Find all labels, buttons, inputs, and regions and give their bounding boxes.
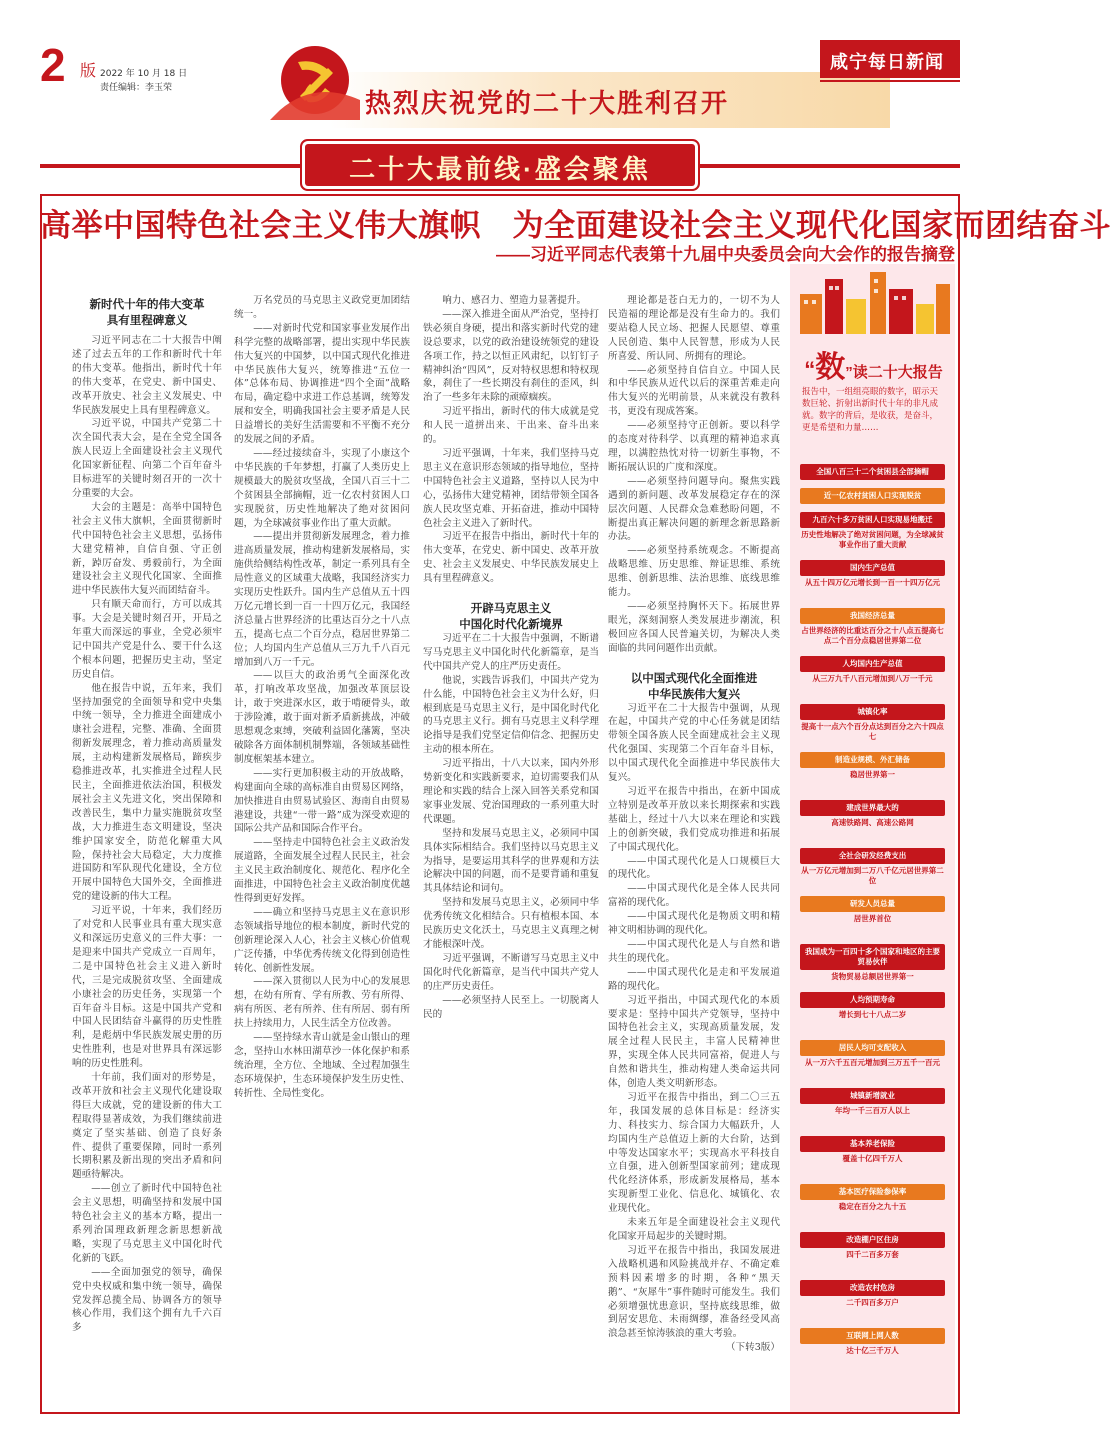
stat-label: 人均国内生产总值 <box>800 656 945 672</box>
paragraph: ——中国式现代化是全体人民共同富裕的现代化。 <box>608 883 780 909</box>
stat-value: 货物贸易总额居世界第一 <box>831 972 914 981</box>
stat-value: 居世界首位 <box>853 914 892 923</box>
sidebar-title-quote: “ <box>804 357 816 382</box>
sidebar-stat <box>800 944 945 984</box>
numbers-sidebar <box>790 264 955 1412</box>
stat-label: 改造农村危房 <box>800 1280 945 1296</box>
paragraph: 习近平说，十年来，我们经历了对党和人民事业具有重大现实意义和深远历史意义的三件大事：一是迎来中国共产党成立一百周年，二是中国特色社会主义进入新时代，三是完成脱贫攻坚、全面建成小康社会的历史任务，实现第一个百年奋斗目标。这是中国共产党和中国人民团结奋斗赢得的历史性胜利，是彪炳中华民族发展史册的历史性胜利，也是对世界具有深远影响的历史性胜利。 <box>72 905 222 1070</box>
stat-value: 从五十四万亿元增长到一百一十四万亿元 <box>805 578 940 587</box>
stat-value: 稳定在百分之九十五 <box>838 1202 907 1211</box>
article-column-3 <box>423 294 599 1404</box>
page-suffix: 版 <box>80 61 97 80</box>
sidebar-stat <box>800 1232 945 1262</box>
sidebar-title-shu: 数 <box>815 351 846 384</box>
sidebar-intro: 报告中，一组组亮眼的数字，昭示天数巨轮、折射出新时代十年的非凡成就。数字的背后，是收获，是奋斗，更是希望和力量…… <box>802 387 939 433</box>
stat-value: 年均一千三百万人以上 <box>835 1106 910 1115</box>
paragraph: 坚持和发展马克思主义，必须同中国具体实际相结合。我们坚持以马克思主义为指导，是要运用其科学的世界观和方法论解决中国的问题，而不是要背诵和重复其具体结论和词句。 <box>423 827 599 895</box>
stat-value: 稳居世界第一 <box>850 770 895 779</box>
sidebar-stat <box>800 656 945 686</box>
paragraph: ——中国式现代化是走和平发展道路的现代化。 <box>608 966 780 992</box>
paragraph: 习近平指出，新时代的伟大成就是党和人民一道拼出来、干出来、奋斗出来的。 <box>423 406 599 446</box>
stat-value: 从一万六千五百元增加到三万五千一百元 <box>805 1058 940 1067</box>
party-emblem-icon <box>270 40 360 120</box>
paragraph: 未来五年是全面建设社会主义现代化国家开局起步的关键时期。 <box>608 1217 780 1242</box>
page-number: 2 <box>40 39 66 91</box>
stat-label: 城镇化率 <box>800 704 945 720</box>
stat-value: 历史性地解决了绝对贫困问题，为全球减贫事业作出了重大贡献 <box>801 530 944 549</box>
paragraph: 习近平在报告中指出，到二〇三五年，我国发展的总体目标是：经济实力、科技实力、综合国力大幅跃升，人均国内生产总值迈上新的大台阶，达到中等发达国家水平；实现高水平科技自立自强，进入创新型国家前列；建成现代化经济体系，形成新发展格局，基本实现新型工业化、信息化、城镇化、农业现代化。 <box>608 1091 780 1215</box>
paragraph: 他在报告中说，五年来，我们坚持加强党的全面领导和党中央集中统一领导，全力推进全面建成小康社会进程，完整、准确、全面贯彻新发展理念，着力推动高质量发展，主动构建新发展格局，蹄疾步稳推进改革，扎实推进全过程人民民主，全面推进依法治国，积极发展社会主义先进文化，突出保障和改善民生，集中力量实施脱贫攻坚战，大力推进生态文明建设，坚决维护国家安全，防范化解重大风险，保持社会大局稳定，大力度推进国防和军队现代化建设，全方位开展中国特色大国外交，全面推进党的建设新的伟大工程。 <box>72 682 222 903</box>
sidebar-stat <box>800 1088 945 1118</box>
stat-label: 基本养老保险 <box>800 1136 945 1152</box>
paragraph: ——全面加强党的领导，确保党中央权威和集中统一领导，确保党发挥总揽全局、协调各方的领导核心作用，我们这个拥有九千六百多 <box>72 1266 222 1334</box>
sidebar-stat <box>800 848 945 888</box>
sidebar-stat <box>800 752 945 782</box>
paragraph: 习近平强调，十年来，我们坚持马克思主义在意识形态领域的指导地位，坚持中国特色社会主义道路，坚持以人民为中心，弘扬伟大建党精神，团结带领全国各族人民攻坚克难、开拓奋进，推动中国特色社会主义进入了新时代。 <box>423 447 599 529</box>
stat-value: 从三万九千八百元增加到八万一千元 <box>812 674 933 683</box>
sidebar-stat <box>800 1184 945 1214</box>
article-column-2 <box>234 294 410 1404</box>
paragraph: ——创立了新时代中国特色社会主义思想，明确坚持和发展中国特色社会主义的基本方略，提出一系列治国理政新理念新思想新战略，实现了马克思主义中国化时代化新的飞跃。 <box>72 1183 222 1264</box>
paragraph: ——中国式现代化是人口规模巨大的现代化。 <box>608 855 780 881</box>
stat-label: 我国经济总量 <box>800 608 945 624</box>
article-column-1 <box>72 286 222 1396</box>
paragraph: ——坚持走中国特色社会主义政治发展道路，全面发展全过程人民民主，社会主义民主政治制度化、规范化、程序化全面推进，中国特色社会主义政治制度优越性得到更好发挥。 <box>234 837 410 904</box>
paragraph: 习近平在报告中指出，我国发展进入战略机遇和风险挑战并存、不确定难预料因素增多的时期，各种“黑天鹅”、“灰犀牛”事件随时可能发生。我们必须增强忧患意识，坚持底线思维，做到居安思危、未雨绸缪，准备经受风高浪急甚至惊涛骇浪的重大考验。 <box>608 1244 780 1340</box>
paragraph: 大会的主题是：高举中国特色社会主义伟大旗帜，全面贯彻新时代中国特色社会主义思想，弘扬伟大建党精神，自信自强、守正创新，踔厉奋发、勇毅前行，为全面建设社会主义现代化国家、全面推进中华民族伟大复兴而团结奋斗。 <box>72 501 222 597</box>
stat-label: 城镇新增就业 <box>800 1088 945 1104</box>
column-body <box>423 294 599 1021</box>
paragraph: ——深入推进全面从严治党，坚持打铁必须自身硬，提出和落实新时代党的建设总要求，以党的政治建设统领党的建设各项工作，持之以恒正风肃纪，以钉钉子精神纠治“四风”，反对特权思想和特权现象，刹住了一些长期没有刹住的歪风，纠治了一些多年未除的顽瘴痼疾。 <box>423 308 599 404</box>
sidebar-stat <box>800 488 945 504</box>
paragraph: ——以巨大的政治勇气全面深化改革，打响改革攻坚战，加强改革顶层设计，敢于突进深水区，敢于啃硬骨头，敢于涉险滩，敢于面对新矛盾新挑战，冲破思想观念束缚，突破利益固化藩篱，坚决破除各方面体制机制弊端，各领域基础性制度框架基本建立。 <box>234 670 410 765</box>
paragraph: ——经过接续奋斗，实现了小康这个中华民族的千年梦想，打赢了人类历史上规模最大的脱贫攻坚战，全国八百三十二个贫困县全部摘帽，近一亿农村贫困人口实现脱贫，历史性地解决了绝对贫困问题，为全球减贫事业作出了重大贡献。 <box>234 447 410 529</box>
paragraph: ——提出并贯彻新发展理念，着力推进高质量发展，推动构建新发展格局，实施供给侧结构性改革，制定一系列具有全局性意义的区域重大战略，我国经济实力实现历史性跃升。国内生产总值从五十四万亿元增长到一百一十四万亿元，我国经济总量占世界经济的比重达百分之十八点五，提高七点二个百分点，稳居世界第二位；人均国内生产总值从三万九千八百元增加到八万一千元。 <box>234 531 410 668</box>
paragraph: 习近平指出，中国式现代化的本质要求是：坚持中国共产党领导，坚持中国特色社会主义，实现高质量发展，发展全过程人民民主，丰富人民精神世界，实现全体人民共同富裕，促进人与自然和谐共生，推动构建人类命运共同体，创造人类文明新形态。 <box>608 994 780 1090</box>
stat-label: 研发人员总量 <box>800 896 945 912</box>
section-banner <box>40 142 960 190</box>
stat-value: 覆盖十亿四千万人 <box>842 1154 903 1163</box>
paragraph: ——必须坚持人民至上。一切脱离人民的 <box>423 994 599 1020</box>
sidebar-stat <box>800 1328 945 1358</box>
masthead-rule <box>820 80 960 94</box>
paragraph: 十年前，我们面对的形势是，改革开放和社会主义现代化建设取得巨大成就，党的建设新的伟大工程取得显著成效，为我们继续前进奠定了坚实基础、创造了良好条件、提供了重要保障，同时一系列长期积累及新出现的突出矛盾和问题亟待解决。 <box>72 1072 222 1181</box>
stat-label: 改造棚户区住房 <box>800 1232 945 1248</box>
sidebar-title <box>796 342 951 386</box>
article-column-4 <box>608 294 780 1404</box>
paragraph: 习近平在报告中指出，在新中国成立特别是改革开放以来长期探索和实践基础上，经过十八大以来在理论和实践上的创新突破，我们党成功推进和拓展了中国式现代化。 <box>608 786 780 853</box>
headline: 高举中国特色社会主义伟大旗帜 为全面建设社会主义现代化国家而团结奋斗 <box>40 208 1111 243</box>
paragraph: ——中国式现代化是人与自然和谐共生的现代化。 <box>608 938 780 964</box>
sidebar-stat <box>800 992 945 1022</box>
city-skyline-illustration <box>790 264 955 334</box>
paragraph: ——必须坚持守正创新。要以科学的态度对待科学、以真理的精神追求真理，以满腔热忱对待一切新生事物，不断拓展认识的广度和深度。 <box>608 420 780 473</box>
paragraph: ——必须坚持系统观念。不断提高战略思维、历史思维、辩证思维、系统思维、创新思维、法治思维、底线思维能力。 <box>608 545 780 599</box>
masthead <box>0 0 1000 130</box>
stat-label: 九百六十多万贫困人口实现易地搬迁 <box>800 512 945 528</box>
paragraph: ——必须坚持自信自立。中国人民和中华民族从近代以后的深重苦难走向伟大复兴的光明前景，从来就没有教科书，更没有现成答案。 <box>608 364 780 418</box>
sidebar-stat <box>800 560 945 590</box>
paragraph: 习近平强调，不断谱写马克思主义中国化时代化新篇章，是当代中国共产党人的庄严历史责任。 <box>423 952 599 992</box>
column-body <box>234 294 410 1101</box>
stat-label: 基本医疗保险参保率 <box>800 1184 945 1200</box>
paragraph: ——实行更加积极主动的开放战略，构建面向全球的高标准自由贸易区网络，加快推进自由贸易试验区、海南自由贸易港建设，共建“一带一路”成为深受欢迎的国际公共产品和国际合作平台。 <box>234 767 410 835</box>
column-subtitle: 开辟马克思主义 中国化时代化新境界 <box>459 601 563 632</box>
paragraph: 习近平指出，十八大以来，国内外形势新变化和实践新要求，迫切需要我们从理论和实践的结合上深入回答关系党和国家事业发展、党治国理政的一系列重大时代课题。 <box>423 758 599 825</box>
column-body <box>608 294 780 1355</box>
paragraph: 习近平同志在二十大报告中阐述了过去五年的工作和新时代十年的伟大变革。他指出，新时代十年的伟大变革，在党史、新中国史、改革开放史、社会主义发展史、中华民族发展史上具有里程碑意义。 <box>72 335 222 416</box>
issue-date: 2022 年 10 月 18 日 <box>100 69 188 79</box>
stat-value: 增长到七十八点二岁 <box>838 1010 907 1019</box>
celebration-slogan: 热烈庆祝党的二十大胜利召开 <box>365 88 730 118</box>
sidebar-stat <box>800 1136 945 1166</box>
column-body <box>72 334 222 1335</box>
paragraph: ——必须坚持问题导向。聚焦实践遇到的新问题、改革发展稳定存在的深层次问题、人民群众急难愁盼问题，不断提出真正解决问题的新理念新思路新办法。 <box>608 475 780 543</box>
paper-name: 咸宁每日新闻 <box>830 52 944 73</box>
stat-label: 国内生产总值 <box>800 560 945 576</box>
sidebar-stat <box>800 1040 945 1070</box>
paragraph: 习近平在二十大报告中强调，从现在起，中国共产党的中心任务就是团结带领全国各族人民全面建成社会主义现代化强国、实现第二个百年奋斗目标，以中国式现代化全面推进中华民族伟大复兴。 <box>608 702 780 784</box>
section-title-box <box>305 144 695 186</box>
column-subtitle: 新时代十年的伟大变革 具有里程碑意义 <box>89 297 205 327</box>
sidebar-stat <box>800 800 945 830</box>
stat-value: 提高十一点六个百分点达到百分之六十四点七 <box>801 722 944 741</box>
stat-value: 四千二百多万套 <box>846 1250 899 1259</box>
paragraph: 坚持和发展马克思主义，必须同中华优秀传统文化相结合。只有植根本国、本民族历史文化沃土，马克思主义真理之树才能根深叶茂。 <box>423 897 599 950</box>
sidebar-stat <box>800 704 945 744</box>
paragraph: ——深入贯彻以人民为中心的发展思想，在幼有所育、学有所教、劳有所得、病有所医、老有所养、住有所居、弱有所扶上持续用力，人民生活全方位改善。 <box>234 976 410 1030</box>
stat-label: 互联网上网人数 <box>800 1328 945 1344</box>
sidebar-stat <box>800 608 945 648</box>
sidebar-stat <box>800 512 945 552</box>
paragraph: ——对新时代党和国家事业发展作出科学完整的战略部署，提出实现中华民族伟大复兴的中国梦，以中国式现代化推进中华民族伟大复兴，统筹推进“五位一体”总体布局、协调推进“四个全面”战略布局，确定稳中求进工作总基调，统筹发展和安全，明确我国社会主要矛盾是人民日益增长的美好生活需要和不平衡不充分的发展之间的矛盾。 <box>234 322 410 446</box>
paragraph: 习近平在报告中指出，新时代十年的伟大变革，在党史、新中国史、改革开放史、社会主义发展史、中华民族发展史上具有里程碑意义。 <box>423 531 599 585</box>
section-title: 二十大最前线·盛会聚焦 <box>349 154 651 184</box>
sidebar-stat <box>800 1280 945 1310</box>
paragraph: 他说，实践告诉我们，中国共产党为什么能，中国特色社会主义为什么好，归根到底是马克思主义行，是中国化时代化的马克思主义行。拥有马克思主义科学理论指导是我们党坚定信仰信念、把握历史主动的根本所在。 <box>423 674 599 756</box>
stat-value: 二千四百多万户 <box>846 1298 899 1307</box>
stat-label: 人均预期寿命 <box>800 992 945 1008</box>
paragraph: 万名党员的马克思主义政党更加团结统一。 <box>234 295 410 320</box>
paragraph: ——确立和坚持马克思主义在意识形态领域指导地位的根本制度，新时代党的创新理论深入人心，社会主义核心价值观广泛传播，中华优秀传统文化得到创造性转化、创新性发展。 <box>234 906 410 974</box>
stat-label: 制造业规模、外汇储备 <box>800 752 945 768</box>
stat-label: 建成世界最大的 <box>800 800 945 816</box>
sidebar-title-rest: ”读二十大报告 <box>845 364 943 381</box>
column-subtitle: 以中国式现代化全面推进 中华民族伟大复兴 <box>630 670 758 701</box>
stat-label: 全社会研发经费支出 <box>800 848 945 864</box>
paragraph: 只有顺天命而行，方可以成其事。大会是关键时刻召开，开局之年重大而深远的事业，全党必须牢记中国共产党是什么、要干什么这个根本问题，把握历史主动，坚定历史自信。 <box>72 599 222 680</box>
stat-label: 居民人均可支配收入 <box>800 1040 945 1056</box>
stat-label: 全国八百三十二个贫困县全部摘帽 <box>800 464 945 480</box>
stat-label: 我国成为一百四十多个国家和地区的主要贸易伙伴 <box>800 944 945 970</box>
paragraph: ——坚持绿水青山就是金山银山的理念，坚持山水林田湖草沙一体化保护和系统治理，全方位、全地域、全过程加强生态环境保护，生态环境保护发生历史性、转折性、全局性变化。 <box>234 1032 410 1099</box>
paragraph: ——必须坚持胸怀天下。拓展世界眼光，深刻洞察人类发展进步潮流，积极回应各国人民普遍关切，为解决人类面临的共同问题作出贡献。 <box>608 600 780 654</box>
paragraph: 习近平说，中国共产党第二十次全国代表大会，是在全党全国各族人民迈上全面建设社会主义现代化国家新征程、向第二个百年奋斗目标进军的关键时刻召开的一次十分重要的大会。 <box>72 418 222 499</box>
stat-value: 达十亿三千万人 <box>846 1346 899 1355</box>
stat-value: 高速铁路网、高速公路网 <box>831 818 914 827</box>
stat-value: 占世界经济的比重达百分之十八点五提高七点二个百分点稳居世界第二位 <box>801 626 944 645</box>
stat-value: 从一万亿元增加到二万八千亿元居世界第二位 <box>801 866 944 885</box>
paragraph: 习近平在二十大报告中强调，不断谱写马克思主义中国化时代化新篇章，是当代中国共产党人的庄严历史责任。 <box>423 633 599 672</box>
stat-label: 近一亿农村贫困人口实现脱贫 <box>800 488 945 504</box>
editor-credit: 责任编辑：李玉荣 <box>100 83 173 93</box>
paragraph: ——中国式现代化是物质文明和精神文明相协调的现代化。 <box>608 911 780 937</box>
continued-note: （下转3版） <box>725 1342 780 1354</box>
sidebar-stat <box>800 464 945 480</box>
paragraph: 响力、感召力、塑造力显著提升。 <box>442 295 587 306</box>
paragraph: 理论都是苍白无力的，一切不为人民造福的理论都是没有生命力的。我们要站稳人民立场、把握人民愿望、尊重人民创造、集中人民智慧，形成为人民所喜爱、所认同、所拥有的理论。 <box>608 295 780 362</box>
subheadline: ——习近平同志代表第十九届中央委员会向大会作的报告摘登 <box>496 245 955 264</box>
sidebar-stat <box>800 896 945 926</box>
